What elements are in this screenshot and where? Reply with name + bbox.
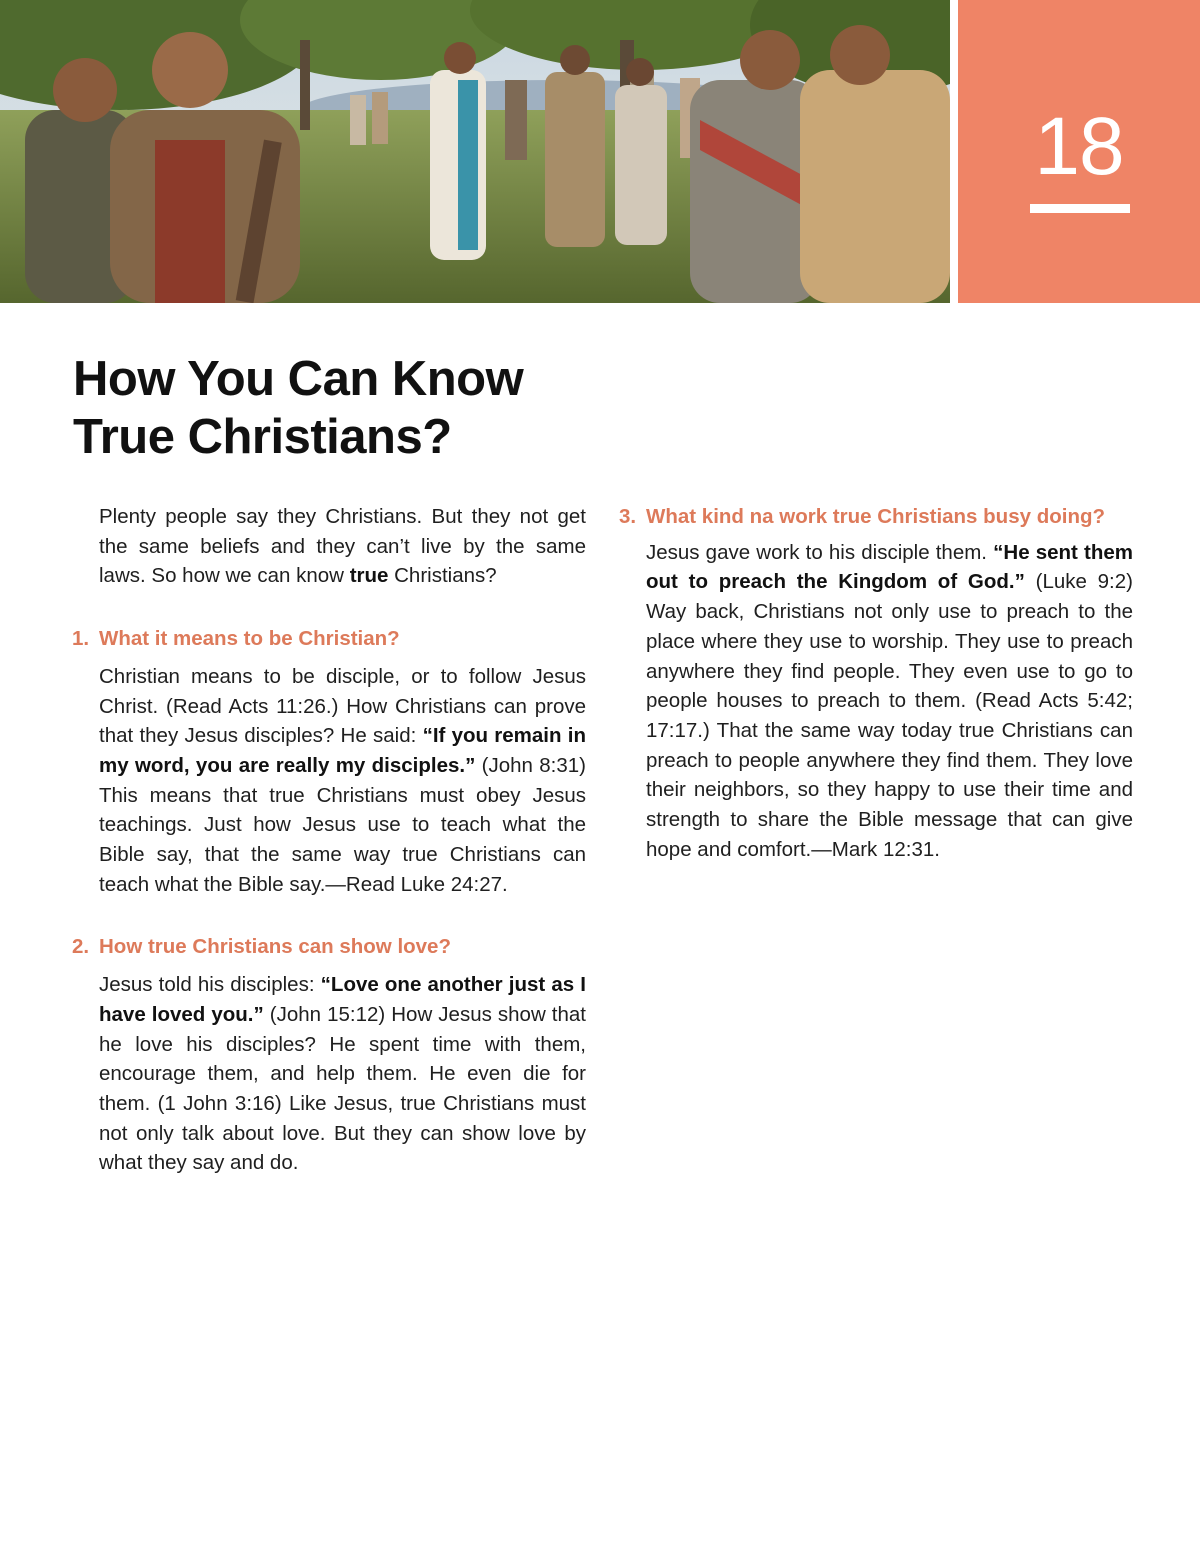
question-2-text: How true Christians can show love?: [99, 935, 451, 959]
question-1-number: 1.: [72, 627, 90, 651]
question-1-heading: [72, 624, 586, 654]
header-image: [0, 0, 950, 303]
question-3-quote: “He sent them out to preach the Kingdom of God.”: [646, 540, 1133, 594]
right-column: [619, 502, 1133, 864]
question-2-number: 2.: [72, 935, 90, 959]
left-column: [72, 502, 586, 1178]
question-1-text: What it means to be Christian?: [99, 627, 400, 651]
question-2-heading: [72, 932, 586, 962]
lesson-number-box: [958, 0, 1200, 303]
question-1-answer: Christian means to be disciple, or to follow Jesus Christ. (Read Acts 11:26.) How Christians can prove that they Jesus disciples? He said: “If you remain in my word, you are really my disciples.” (John 8:31) This means that true Christians must obey Jesus teachings. Just how Jesus use to teach what the Bible say, that the same way true Christians can teach what the Bible say.—Read Luke 24:27.: [99, 664, 586, 896]
question-3-text: What kind na work true Christians busy doing?: [646, 505, 1106, 528]
page-title: [73, 350, 633, 466]
question-3-number: 3.: [619, 505, 637, 528]
page-title-line-2: True Christians?: [73, 410, 452, 464]
disciples-illustration: [0, 0, 950, 303]
lesson-number-rule: [1030, 204, 1130, 213]
question-2-answer: Jesus told his disciples: “Love one another just as I have loved you.” (John 15:12) How Jesus show that he love his disciples? He spent time with them, encourage them, and help them. He even die for them. (1 John 3:16) Like Jesus, true Christians must not only talk about love. But they can show love by what they say and do.: [99, 973, 587, 1175]
question-2-quote: “Love one another just as I have loved you.”: [99, 973, 587, 1026]
intro-paragraph: Plenty people say they Christians. But they not get the same beliefs and they can’t live by the same laws. So how we can know true Christians?: [99, 505, 586, 588]
lesson-number: 18: [1034, 101, 1124, 192]
page-title-line-1: How You Can Know: [73, 352, 524, 406]
intro-emphasis: true: [349, 564, 389, 588]
question-1-quote: “If you remain in my word, you are really my disciples.”: [99, 724, 586, 777]
question-3-heading: [619, 502, 1133, 532]
question-3-answer: Jesus gave work to his disciple them. “He sent them out to preach the Kingdom of God.” (Luke 9:2) Way back, Christians not only use to preach to the place where they use to worship. They use to preach anywhere they find people. They even use to go to people houses to preach to them. (Read Acts 5:42; 17:17.) That the same way today true Christians can preach to people anywhere they find them. They love their neighbors, so they happy to use their time and strength to share the Bible message that can give hope and comfort.—Mark 12:31.: [646, 540, 1133, 861]
